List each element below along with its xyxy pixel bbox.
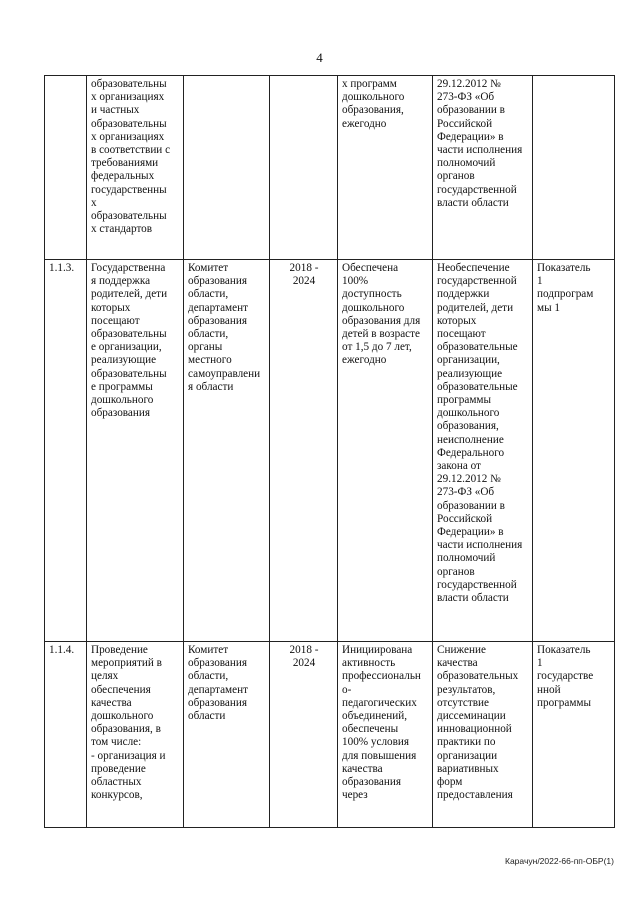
table-row [45,642,615,828]
cell-number: 1.1.3. [45,260,87,642]
cell-executor: Комитет образования области, департамент образования области, органы местного самоуправлени я области [184,260,270,642]
cell-indicator: Показатель 1 подпрограм мы 1 [533,260,615,642]
cell-consequences: Снижение качества образовательных результатов, отсутствие диссеминации инновационной практики по организации вариативных форм предоставления [433,642,533,828]
cell-result: х программ дошкольного образования, ежегодно [338,76,433,260]
cell-indicator [533,76,615,260]
cell-consequences: 29.12.2012 № 273-ФЗ «Об образовании в Российской Федерации» в части исполнения полномочий органов государственной власти области [433,76,533,260]
table-row [45,260,615,642]
cell-period: 2018 - 2024 [270,260,338,642]
cell-consequences: Необеспечение государственной поддержки родителей, дети которых посещают образовательные организации, реализующие образовательные программы дошкольного образования, неисполнение Федерального закона от 29.12.2012 № 273-ФЗ «Об образовании в Российской Федерации» в части исполнения полномочий органов государственной власти области [433,260,533,642]
cell-event: образовательны х организациях и частных образовательны х организациях в соответствии с требованиями федеральных государственны х образовательны х стандартов [87,76,184,260]
cell-event: Государственна я поддержка родителей, дети которых посещают образовательны е организации, реализующие образовательны е программы дошкольного образования [87,260,184,642]
table-row [45,76,615,260]
cell-number: 1.1.4. [45,642,87,828]
cell-event: Проведение мероприятий в целях обеспечения качества дошкольного образования, в том числе: - организация и проведение областных конкурсов, [87,642,184,828]
cell-executor: Комитет образования области, департамент образования области [184,642,270,828]
cell-period [270,76,338,260]
cell-result: Обеспечена 100% доступность дошкольного образования для детей в возрасте от 1,5 до 7 лет, ежегодно [338,260,433,642]
cell-indicator: Показатель 1 государстве нной программы [533,642,615,828]
cell-result: Инициирована активность профессиональн о- педагогических объединений, обеспечены 100% условия для повышения качества образования через [338,642,433,828]
page-number: 4 [316,50,323,65]
document-code: Карачун/2022-66-пп-ОБР(1) [505,856,614,866]
cell-period: 2018 - 2024 [270,642,338,828]
program-table [44,75,615,828]
cell-number [45,76,87,260]
cell-executor [184,76,270,260]
